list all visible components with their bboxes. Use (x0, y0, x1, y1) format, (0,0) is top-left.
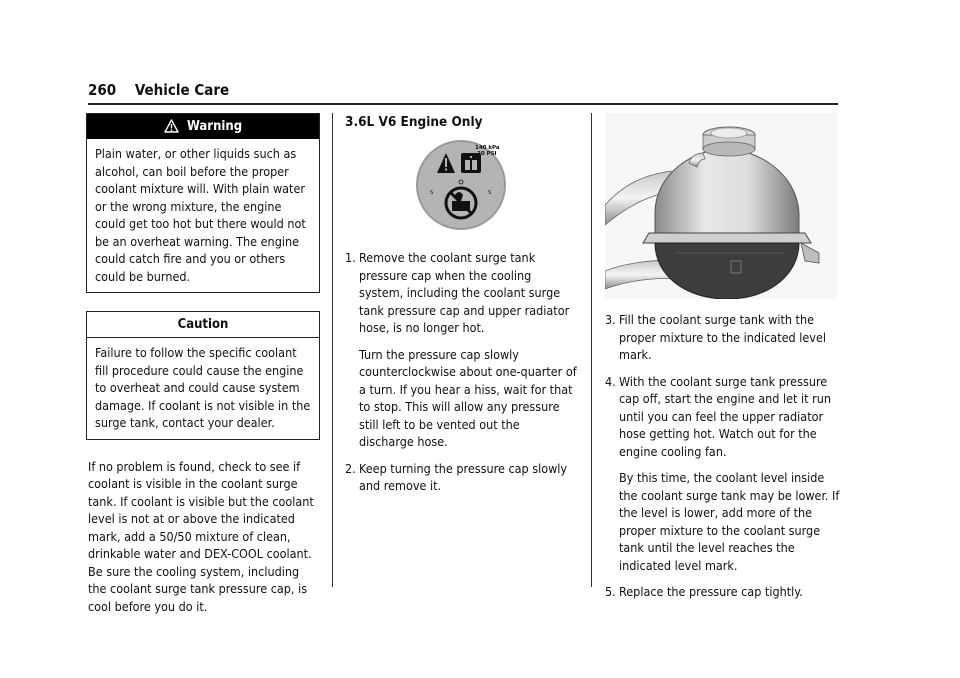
column-1 (86, 113, 320, 615)
column-2 (345, 113, 577, 504)
steps-list-2 (605, 311, 841, 601)
warning-header (87, 114, 319, 139)
caution-header (87, 312, 319, 338)
list-item: 2. Keep turning the pressure cap slowly and remove it. (345, 460, 568, 493)
caution-box (86, 311, 320, 440)
coolant-surge-tank-image (605, 113, 837, 299)
warning-box (86, 113, 320, 293)
list-item: 1. Remove the coolant surge tank pressure cap when the cooling system, including the coolant surge tank pressure cap and upper radiator hose, is no longer hot. Turn the pressure cap slowly counterclockwise about one-quarter of a turn. If you hear a hiss, wait for that to stop. This will allow any pressure still left to be vented out the discharge hose. (345, 250, 577, 449)
pressure-cap-label-image (415, 139, 507, 231)
list-item: 4. With the coolant surge tank pressure cap off, start the engine and let it run until you can feel the upper radiator hose getting hot. Watch out for the engine cooling fan. By this time, the coolant level inside the coolant surge tank may be lower. If the level is lower, add more of the proper mixture to the coolant surge tank until the level reaches the indicated level mark. (605, 373, 840, 573)
warning-text: Plain water, or other liquids such as alcohol, can boil before the proper coolant mixture will. With plain water or the wrong mixture, the engine could get too hot but there would not be an overheat warning. The engine could catch fire and you or others could be burned. (95, 146, 306, 284)
steps-list-1 (345, 249, 577, 495)
page-header (88, 80, 229, 100)
caution-text: Failure to follow the specific coolant fill procedure could cause the engine to overheat and could cause system damage. If coolant is not visible in the surge tank, contact your dealer. (95, 345, 311, 430)
header-rule (88, 103, 838, 105)
svg-text:S: S (488, 190, 492, 196)
warning-triangle-icon (164, 119, 179, 133)
list-item: 3. Fill the coolant surge tank with the proper mixture to the indicated level mark. (605, 312, 826, 362)
svg-text:S: S (430, 190, 434, 196)
section-title: Vehicle Care (134, 81, 230, 99)
cap-label-psi: 20 PSI (477, 151, 497, 157)
column-divider-2 (591, 113, 592, 587)
page-number: 260 (88, 81, 117, 99)
cap-label-kpa: 140 kPa (475, 145, 500, 151)
engine-heading: 3.6L V6 Engine Only (345, 114, 483, 130)
warning-title: Warning (186, 119, 243, 134)
column-divider-1 (332, 113, 333, 587)
column-3 (605, 113, 841, 610)
caution-title: Caution (177, 317, 229, 332)
list-item: 5. Replace the pressure cap tightly. (605, 584, 803, 599)
check-coolant-paragraph: If no problem is found, check to see if coolant is visible in the coolant surge tank. If coolant is visible but the coolant level is not at or above the indicated mark, add a 50/50 mixture of clean, drinkable water and DEX-COOL coolant. Be sure the cooling system, including the coolant surge tank pressure cap, is cool before you do it. (88, 458, 314, 614)
